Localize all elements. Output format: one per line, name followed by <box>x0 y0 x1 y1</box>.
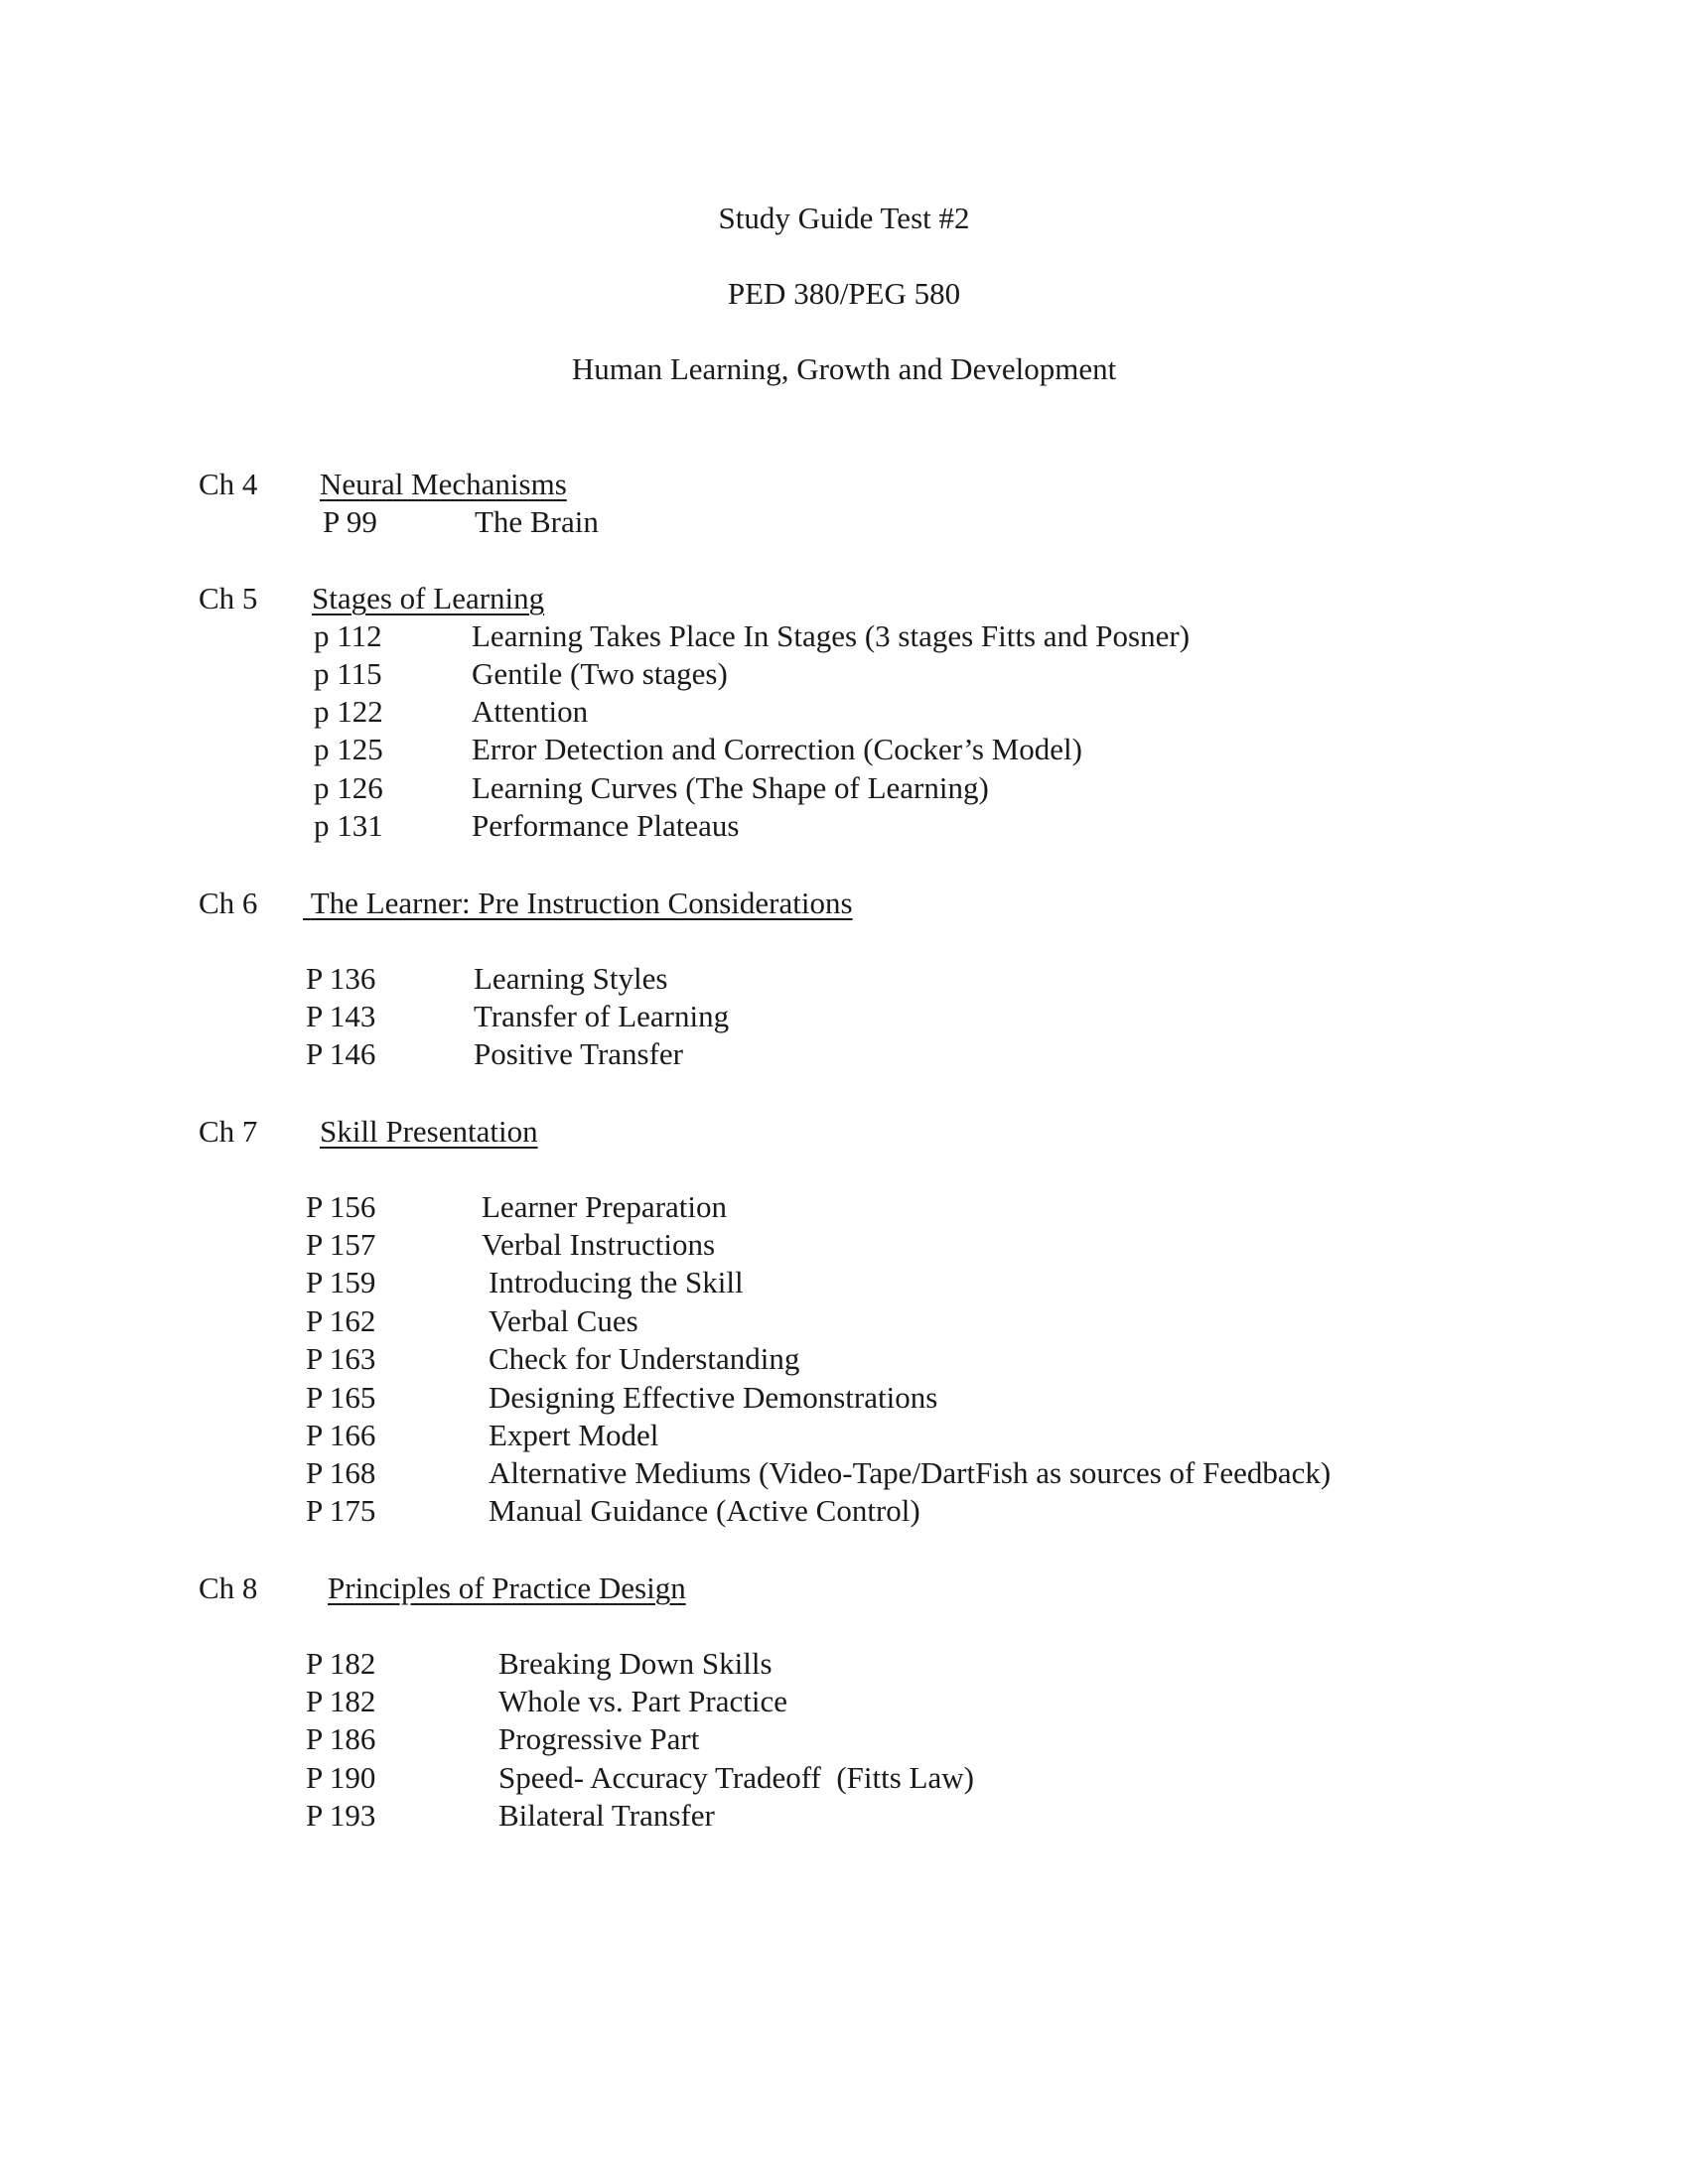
topic-text: Whole vs. Part Practice <box>498 1684 787 1718</box>
chapter-label: Ch 5 <box>199 581 258 615</box>
topic-text: Learning Takes Place In Stages (3 stages Fitts and Posner) <box>472 618 1191 653</box>
page-reference: P 193 <box>306 1798 376 1833</box>
chapter-title: Neural Mechanisms <box>320 467 567 501</box>
chapter-label: Ch 6 <box>199 886 258 920</box>
topic-text: Manual Guidance (Active Control) <box>489 1493 920 1528</box>
page-reference: p 112 <box>314 618 382 653</box>
chapter-title <box>303 886 853 921</box>
chapter-title-text: The Learner: Pre Instruction Considerations <box>310 886 853 920</box>
page-reference: p 125 <box>314 732 383 766</box>
page-reference: p 126 <box>314 770 383 805</box>
page-reference: P 143 <box>306 999 376 1033</box>
topic-text: Positive Transfer <box>474 1036 683 1071</box>
topic-text: Alternative Mediums (Video-Tape/DartFish as sources of Feedback) <box>489 1455 1332 1490</box>
chapter-label: Ch 7 <box>199 1114 258 1149</box>
page-reference: p 122 <box>314 694 383 729</box>
topic-text: Expert Model <box>489 1418 659 1452</box>
page-reference: P 168 <box>306 1455 376 1490</box>
topic-text: Learner Preparation <box>482 1189 728 1224</box>
document-title: Study Guide Test #2 <box>718 201 970 235</box>
topic-text: Transfer of Learning <box>474 999 730 1033</box>
topic-text: Error Detection and Correction (Cocker’s Model) <box>472 732 1082 766</box>
page-reference: P 182 <box>306 1646 376 1681</box>
chapter-label: Ch 8 <box>199 1570 258 1605</box>
chapter-label: Ch 4 <box>199 467 258 501</box>
topic-text: Verbal Cues <box>489 1303 638 1338</box>
topic-text: Bilateral Transfer <box>498 1798 715 1833</box>
topic-text: Verbal Instructions <box>482 1227 716 1262</box>
page-reference: P 162 <box>306 1303 376 1338</box>
topic-text: Gentile (Two stages) <box>472 656 728 691</box>
page-reference: P 163 <box>306 1341 376 1376</box>
page-reference: P 99 <box>323 504 377 539</box>
page-reference: P 157 <box>306 1227 376 1262</box>
page-reference: P 182 <box>306 1684 376 1718</box>
page-reference: P 159 <box>306 1265 376 1299</box>
course-code: PED 380/PEG 580 <box>727 276 961 311</box>
topic-text: The Brain <box>475 504 599 539</box>
page-reference: P 186 <box>306 1721 376 1756</box>
page-reference: P 156 <box>306 1189 376 1224</box>
page-reference: P 136 <box>306 961 376 996</box>
topic-text: Learning Styles <box>474 961 668 996</box>
page-reference: P 190 <box>306 1760 376 1795</box>
chapter-title: Skill Presentation <box>320 1114 538 1149</box>
page-reference: P 166 <box>306 1418 376 1452</box>
page-reference: p 131 <box>314 808 383 843</box>
course-subject: Human Learning, Growth and Development <box>571 351 1117 386</box>
topic-text: Learning Curves (The Shape of Learning) <box>472 770 989 805</box>
topic-text: Check for Understanding <box>489 1341 800 1376</box>
topic-text: Breaking Down Skills <box>498 1646 773 1681</box>
topic-text: Designing Effective Demonstrations <box>489 1380 938 1415</box>
page-reference: P 146 <box>306 1036 376 1071</box>
topic-text: Performance Plateaus <box>472 808 740 843</box>
topic-text: Progressive Part <box>498 1721 700 1756</box>
chapter-title: Stages of Learning <box>312 581 545 615</box>
chapter-title: Principles of Practice Design <box>328 1570 686 1605</box>
page-reference: p 115 <box>314 656 382 691</box>
topic-text: Speed- Accuracy Tradeoff (Fitts Law) <box>498 1760 974 1795</box>
page-reference: P 175 <box>306 1493 376 1528</box>
page-reference: P 165 <box>306 1380 376 1415</box>
topic-text: Introducing the Skill <box>489 1265 744 1299</box>
topic-text: Attention <box>472 694 589 729</box>
